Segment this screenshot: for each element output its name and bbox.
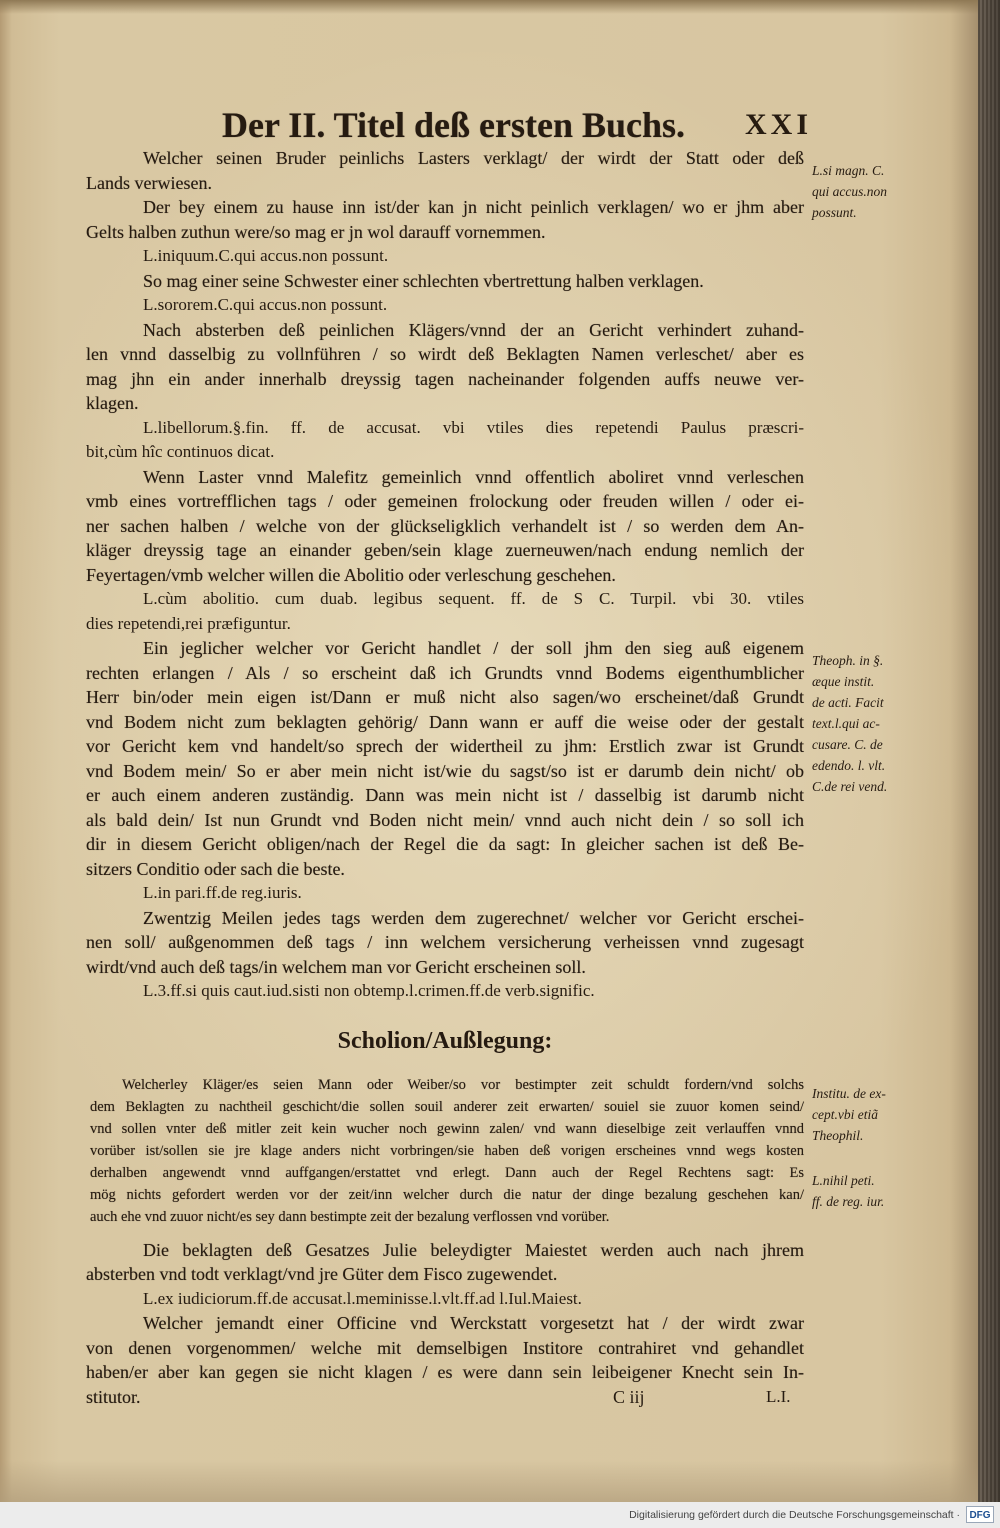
paragraph xyxy=(86,269,804,294)
signature-mark: C iij xyxy=(613,1387,645,1407)
text-line: bit,cùm hîc continuos dicat. xyxy=(86,442,275,461)
text-line: Ein jeglicher welcher vor Gericht handlet / der soll jhm den sieg auß eigenem xyxy=(143,638,804,658)
main-text-column xyxy=(86,146,804,1409)
margin-note xyxy=(812,160,912,223)
citation xyxy=(86,293,804,318)
margin-note-line: edendo. l. vlt. xyxy=(812,758,886,773)
text-line: von denen vorgenommen/ welche mit demselbigen Institore contrahiret vnd gehandlet xyxy=(86,1337,804,1358)
text-line: klagen. xyxy=(86,393,139,413)
margin-note-line: Theoph. in §. xyxy=(812,653,884,668)
scholion-line: derhalben angewendt vnnd auffgangen/erstattet vnd erlegt. Dann auch der Regel Rechtens sagt: Es xyxy=(90,1165,804,1181)
margin-note-line: qui accus.non xyxy=(812,184,887,199)
folio-number: XXI xyxy=(745,108,813,141)
digitization-credit: Digitalisierung gefördert durch die Deutsche Forschungsgemeinschaft · xyxy=(629,1509,960,1521)
text-line: wirdt/vnd auch deß tags/in welchem man vor Gericht erscheinen soll. xyxy=(86,956,586,977)
citation xyxy=(86,244,804,269)
margin-note-line: C.de rei vend. xyxy=(812,779,888,794)
margin-note-line: possunt. xyxy=(812,205,857,220)
margin-note-line: ff. de reg. iur. xyxy=(812,1194,885,1209)
main-text-continued xyxy=(86,1238,804,1410)
text-line: rechten erlangen / Als / so erscheint daß ich Grundts vnnd Bodems eigenthumblicher xyxy=(86,662,804,683)
text-line: sitzers Conditio oder sach die beste. xyxy=(86,858,345,879)
text-line: vmb eines vortrefflichen tags / oder gemeinen frolockung oder freuden willen / oder ei- xyxy=(86,491,804,511)
text-line: L.sororem.C.qui accus.non possunt. xyxy=(143,295,388,314)
running-title: Der II. Titel deß ersten Buchs. xyxy=(222,105,686,145)
scholion-line: mög nichts gefordert werden vor der zeit/inn welcher durch die natur der dinge bezalung geschehen kan/ xyxy=(90,1187,804,1203)
text-line: L.in pari.ff.de reg.iuris. xyxy=(143,883,302,902)
margin-note-line: Institu. de ex- xyxy=(812,1086,886,1101)
paragraph xyxy=(86,146,804,195)
book-fore-edge xyxy=(978,0,1000,1502)
scholion-line: auch ehe vnd zuuor nicht/es sey dann bestimpte zeit der bezalung verflossen vnd vorüber. xyxy=(90,1209,610,1225)
text-line: stitutor. xyxy=(86,1386,141,1407)
margin-note xyxy=(812,1170,912,1212)
margin-note-line: cept.vbi etiã xyxy=(812,1107,878,1122)
text-line: ner sachen halben / welche von der glückseligklich verhandelt ist / so werden dem An- xyxy=(86,515,804,536)
text-line: kläger dreyssig tage an einander geben/sein klage zuerneuwen/nach endung nemlich der xyxy=(86,540,804,560)
text-line: Feyertagen/vmb welcher willen die Abolitio oder verleschung geschehen. xyxy=(86,564,616,585)
scholion-block xyxy=(86,1074,804,1228)
text-line: dies repetendi,rei præfiguntur. xyxy=(86,613,291,633)
paragraph xyxy=(86,195,804,244)
text-line: vnd Bodem nicht zum beklagten gehörig/ Dann wann er auff die weise oder der gestalt xyxy=(86,711,804,732)
margin-note-line: L.nihil peti. xyxy=(812,1173,875,1188)
text-line: mag jhn ein ander innerhalb dreyssig tagen nacheinander folgenden auffs neuwe ver- xyxy=(86,368,804,389)
text-line: Herr bin/oder mein eigen ist/Dann er muß nicht also sagen/wo erscheinet/daß Grundt xyxy=(86,687,804,707)
text-line: Lands verwiesen. xyxy=(86,172,212,193)
text-line: Zwentzig Meilen jedes tags werden dem zugerechnet/ welcher vor Gericht erschei- xyxy=(143,907,804,928)
paragraph xyxy=(86,318,804,416)
scholion-line: dem Beklagten zu nachtheil geschicht/die sollen souil anderer zeit erwarten/ souiel sie zuuor komen seind/ xyxy=(90,1099,804,1115)
text-line: Welcher jemandt einer Officine vnd Werckstatt vorgesetzt hat / der wirdt zwar xyxy=(143,1313,804,1334)
margin-note-line: L.si magn. C. xyxy=(812,163,885,178)
catchword: L.I. xyxy=(766,1387,791,1406)
citation xyxy=(86,587,804,636)
page-bottom-shade xyxy=(0,1460,1000,1502)
text-line: Wenn Laster vnnd Malefitz gemeinlich vnnd offentlich aboliret vnnd verleschen xyxy=(143,466,804,487)
text-line: Die beklagten deß Gesatzes Julie beleydigter Maiestet werden auch nach jhrem xyxy=(143,1239,804,1260)
text-line: nen soll/ außgenommen deß tags / inn welchem versicherung verheissen vnnd zugesagt xyxy=(86,932,804,952)
margin-note-line: text.l.qui ac- xyxy=(812,716,880,731)
text-line: len vnnd dasselbig zu vollnführen / so wirdt deß Beklagten Namen verleschet/ aber es xyxy=(86,344,804,364)
text-line: er auch einem anderen zuständig. Dann was mein nicht ist / dasselbig ist darumb nicht xyxy=(86,785,804,805)
text-line: absterben vnd todt verklagt/vnd jre Güter dem Fisco zugewendet. xyxy=(86,1264,558,1285)
scholion-line: Welcherley Kläger/es seien Mann oder Weiber/so vor bestimpter zeit schuldt fordern/vnd solchs xyxy=(122,1077,804,1093)
dfg-logo: DFG xyxy=(966,1506,994,1523)
scholion-line: vorüber ist/sollen sie jre klage anders nicht vorbringen/sie haben deß vorigen erscheines vnnd wegs kosten xyxy=(90,1143,804,1159)
main-text xyxy=(86,146,804,1004)
page-top-edge xyxy=(0,0,1000,14)
margin-note-line: æque instit. xyxy=(812,674,875,689)
text-line: dir in diesem Gericht obligen/nach der Regel die da sagt: In gleicher sachen ist deß Be- xyxy=(86,834,804,854)
text-line: L.3.ff.si quis caut.iud.sisti non obtemp.l.crimen.ff.de verb.signific. xyxy=(143,981,595,1000)
margin-note xyxy=(812,650,912,797)
text-line: Der bey einem zu hause inn ist/der kan jn nicht peinlich verklagen/ wo er jhm aber xyxy=(143,197,804,217)
text-line: als bald dein/ Ist nun Grundt vnd Boden nicht mein/ vnnd auch nicht dein / so soll ich xyxy=(86,809,804,830)
text-line: Gelts halben zuthun were/so mag er jn wol darauff vornemmen. xyxy=(86,221,546,242)
citation xyxy=(86,881,804,906)
margin-note-line: de acti. Facit xyxy=(812,695,884,710)
text-line: Nach absterben deß peinlichen Klägers/vnnd der an Gericht verhindert zuhand- xyxy=(143,319,804,340)
margin-note-line: cusare. C. de xyxy=(812,737,883,752)
scholion-line: vnd sollen vnter deß mitler zeit kein wucher noch gewinn zalen/ vnd wann dieselbige zeit verlauffen vnnd xyxy=(90,1121,804,1137)
paragraph xyxy=(86,465,804,588)
citation xyxy=(86,979,804,1004)
text-line: So mag einer seine Schwester einer schlechten vbertrettung halben verklagen. xyxy=(143,270,704,291)
text-line: haben/er aber kan gegen sie nicht klagen / es were dann sein leibeigener Knecht sein In- xyxy=(86,1362,804,1383)
text-line: Welcher seinen Bruder peinlichs Lasters verklagt/ der wirdt der Statt oder deß xyxy=(143,148,804,168)
text-line: vnd Bodem mein/ So er aber mein nicht ist/wie du sagst/so ist er darumb dein nicht/ ob xyxy=(86,760,804,781)
margin-note-line: Theophil. xyxy=(812,1128,864,1143)
text-line: L.iniquum.C.qui accus.non possunt. xyxy=(143,246,389,265)
text-line: vor Gericht kem vnd handelt/so sprech der widertheil zu jhm: Erstlich zwar ist Grundt xyxy=(86,736,804,756)
text-line: L.cùm abolitio. cum duab. legibus sequent. ff. de S C. Turpil. vbi 30. vtiles xyxy=(143,589,804,608)
margin-note xyxy=(812,1083,912,1146)
text-line: L.libellorum.§.fin. ff. de accusat. vbi vtiles dies repetendi Paulus præscri- xyxy=(143,417,804,437)
text-line: L.ex iudiciorum.ff.de accusat.l.meminisse.l.vlt.ff.ad l.Iul.Maiest. xyxy=(143,1288,582,1308)
citation xyxy=(86,416,804,465)
paragraph xyxy=(86,906,804,980)
paragraph xyxy=(86,1238,804,1287)
scholion-heading: Scholion/Außlegung: xyxy=(337,1027,553,1054)
paragraph xyxy=(86,636,804,881)
citation xyxy=(86,1287,804,1312)
paragraph xyxy=(86,1311,804,1409)
